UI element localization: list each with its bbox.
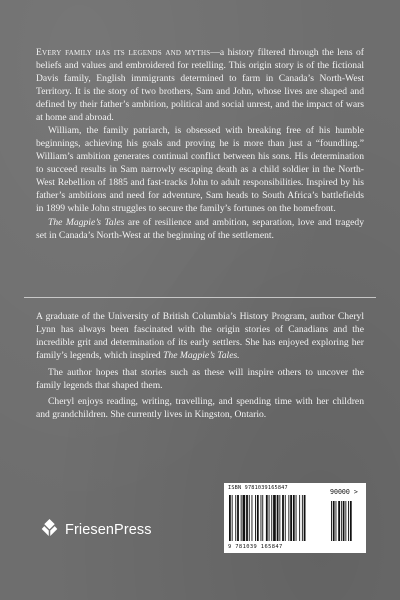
barcode-bar bbox=[285, 495, 286, 541]
isbn-barcode bbox=[224, 483, 366, 553]
synopsis-paragraph-1 bbox=[36, 47, 364, 124]
synopsis-paragraph-2: William, the family patriarch, is obsessed with breaking free of his humble beginnings, achieving his goals and proving he is more than just a “foundling.” William’s ambition generates continual conflict between his sons. His determination to succeed results in Sam narrowly escaping death as a child soldier in the North-West Rebellion of 1885 and fast-tracks John to adult responsibilities. Inspired by his father’s ambitions and need for adventure, Sam heads to South Africa’s battlefields in 1899 while John struggles to secure the family’s fortunes on the homefront. bbox=[36, 125, 364, 214]
barcode-bar bbox=[229, 495, 231, 541]
friesenpress-logo-icon bbox=[40, 518, 59, 542]
barcode-addon-bar bbox=[338, 501, 340, 541]
author-bio-paragraph-3: Cheryl enjoys reading, writing, travelling, and spending time with her children and grandchildren. She currently lives in Kingston, Ontario. bbox=[36, 396, 364, 421]
barcode-bar bbox=[271, 495, 272, 541]
barcode-bar bbox=[304, 495, 306, 541]
barcode-bar bbox=[266, 495, 268, 541]
publisher-name: FriesenPress bbox=[65, 522, 152, 538]
barcode-bar bbox=[273, 495, 276, 541]
barcode-bar bbox=[279, 495, 280, 541]
barcode-addon-bar bbox=[331, 501, 332, 541]
barcode-bar bbox=[243, 495, 246, 541]
price-code-label: 90000 > bbox=[330, 488, 358, 496]
barcode-bar bbox=[232, 495, 233, 541]
author-bio-paragraph-2: The author hopes that stories such as these will inspire others to uncover the family legends that shaped them. bbox=[36, 366, 364, 391]
barcode-bar bbox=[262, 495, 263, 541]
barcode-bar bbox=[257, 495, 259, 541]
barcode-bar bbox=[299, 495, 300, 541]
author-bio-paragraph-1 bbox=[36, 311, 364, 363]
isbn-label: ISBN 9781039165847 bbox=[228, 485, 288, 491]
section-divider bbox=[24, 297, 376, 298]
book-title-italic: The Magpie’s Tales bbox=[48, 216, 125, 228]
barcode-addon-bar bbox=[336, 501, 337, 541]
barcode-bars bbox=[227, 491, 363, 544]
barcode-bar bbox=[237, 495, 239, 541]
barcode-bar bbox=[249, 495, 250, 541]
barcode-bar bbox=[235, 495, 236, 541]
barcode-bar bbox=[255, 495, 256, 541]
ean-digits: 9 781039 165847 bbox=[228, 544, 283, 550]
barcode-addon-bar bbox=[343, 501, 345, 541]
synopsis-paragraph-3-text: are of resilience and ambition, separation, love and tragedy set in Canada’s North-West at the beginning of the settlement. bbox=[36, 216, 364, 241]
barcode-addon-bar bbox=[345, 501, 346, 541]
barcode-bar bbox=[252, 495, 253, 541]
barcode-bar bbox=[302, 495, 303, 541]
barcode-addon-bar bbox=[350, 501, 352, 541]
barcode-bar bbox=[288, 495, 289, 541]
book-title-italic: The Magpie’s Tales. bbox=[163, 349, 240, 361]
barcode-bar bbox=[282, 495, 284, 541]
author-bio bbox=[36, 311, 364, 426]
barcode-bar bbox=[261, 495, 262, 541]
barcode-addon-bar bbox=[341, 501, 342, 541]
barcode-bar bbox=[241, 495, 242, 541]
publisher-logo bbox=[40, 519, 152, 541]
barcode-bar bbox=[290, 495, 292, 541]
synopsis-lead-in: Every family has its legends and myths bbox=[36, 47, 211, 58]
barcode-bar bbox=[293, 495, 295, 541]
barcode-bar bbox=[269, 495, 270, 541]
synopsis-paragraph-3 bbox=[36, 217, 364, 243]
barcode-bar bbox=[246, 495, 248, 541]
barcode-bar bbox=[296, 495, 297, 541]
barcode-addon-bar bbox=[348, 501, 349, 541]
barcode-addon-bar bbox=[333, 501, 335, 541]
author-bio-paragraph-1-text: A graduate of the University of British Columbia’s History Program, author Cheryl Lynn has always been fascinated with the origin stories of Canadians and the incredible grit and determination of its early settlers. She has enjoyed exploring her family’s legends, which inspired bbox=[36, 311, 364, 361]
book-synopsis bbox=[36, 47, 364, 244]
barcode-bar bbox=[277, 495, 279, 541]
synopsis-paragraph-1-text: —a history filtered through the lens of beliefs and values and embroidered for retelling. This origin story is of the fictional Davis family, English immigrants determined to farm in Canada’s North-West Territory. It is the story of two brothers, Sam and John, whose lives are shaped and defined by their father’s ambition, political and social unrest, and the impact of wars at home and abroad. bbox=[36, 47, 364, 123]
